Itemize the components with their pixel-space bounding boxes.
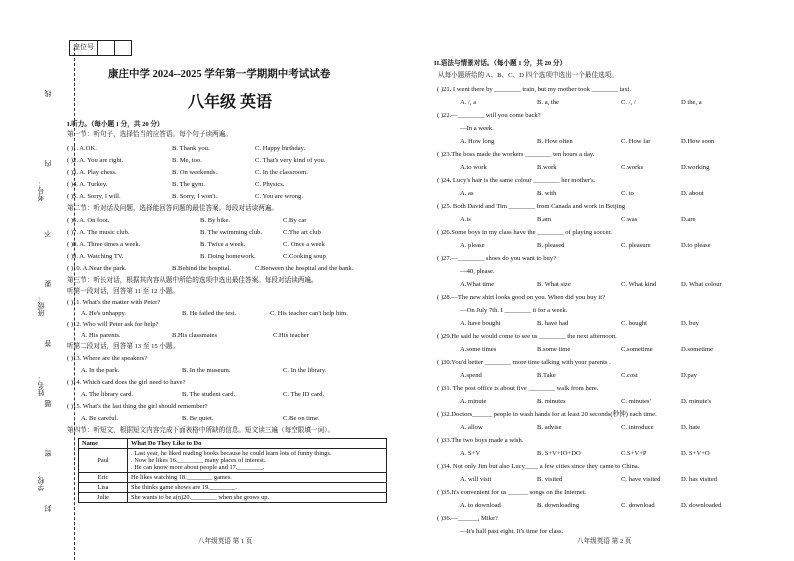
margin-char: 答 xyxy=(45,340,52,347)
table-row xyxy=(79,483,387,493)
table-line: . Now he likes 16.________ many places of interest. xyxy=(131,457,266,464)
question-29: ( )29.He said he would come to see us ________ the next afternoon. xyxy=(437,333,617,340)
question-12: ( )12. Who will Peter ask for help? xyxy=(67,321,159,328)
margin-label-school: 学校： xyxy=(38,470,45,491)
question-23: ( )23.The boss made the workers ________ ten hours a day. xyxy=(437,151,595,158)
section-instruction: 第一节：听句子，选择恰当的应答语。每个句子读两遍。 xyxy=(67,131,232,138)
option-b: B. advise xyxy=(537,424,562,431)
option-c: C.was xyxy=(621,216,638,223)
option-b: B. a, the xyxy=(537,99,559,106)
question-11: ( )11. What's the matter with Peter? xyxy=(67,299,161,306)
option-c: C. minutes' xyxy=(621,398,651,405)
margin-char: 要 xyxy=(45,280,52,287)
option-b: B. visited xyxy=(537,476,563,483)
seat-number-box xyxy=(69,40,132,56)
option-c: C. to xyxy=(621,190,634,197)
option-a: A.to work xyxy=(460,164,487,171)
question-13: ( )13. Where are the speakers? xyxy=(67,355,148,362)
option-b: B. He failed the test. xyxy=(182,310,237,317)
option-d: D. S+V+O xyxy=(681,450,710,457)
question-25: ( )25. Both David and Tim ________ from Canada and work in Beijing xyxy=(437,203,626,210)
option-c: C.cost xyxy=(621,372,638,379)
option-d: D. What colour xyxy=(681,281,722,288)
option-c: C. /, / xyxy=(621,99,636,106)
option-b: B. pleased xyxy=(537,242,565,249)
option-c: C.S+V+P xyxy=(621,450,647,457)
binding-margin xyxy=(22,20,62,545)
question-27: ( )27.—________ shoes do you want to buy? xyxy=(437,255,557,262)
question-35: ( )35.It's convenient for us ______ songs on the Internet. xyxy=(437,489,587,496)
option-d: D.pay xyxy=(681,372,697,379)
option-b: B.Take xyxy=(537,372,556,379)
option-c: C. introduce xyxy=(621,424,654,431)
question-reply: —On July 7th. I ________ it for a week. xyxy=(460,307,568,314)
option-b: B. What size xyxy=(537,281,571,288)
option-c: C. download xyxy=(621,502,655,509)
option-c: C.Cooking soup xyxy=(283,253,326,260)
margin-char: 线 xyxy=(45,90,52,97)
question-reply: —In a week. xyxy=(460,125,494,132)
question-10: ( )10. A.Near the park. xyxy=(67,265,127,272)
dialogue-instruction: 听第二段对话，回答第 13 至 15 小题。 xyxy=(67,343,180,350)
question-33: ( )33.The two boys made a wish. xyxy=(437,437,524,444)
option-b: B. S+V+IO+DO xyxy=(537,450,581,457)
option-c: C. In the classroom. xyxy=(255,169,308,176)
option-b: B. The student card. xyxy=(182,391,236,398)
margin-char: 密 xyxy=(45,450,52,457)
option-b: B. By bike. xyxy=(200,217,231,224)
table-header-name: Name xyxy=(79,439,128,449)
question-34: ( )34. Not only Jim but also Lucy____ a few cities since they came to China. xyxy=(437,463,640,470)
option-c: C.Be on time. xyxy=(283,415,320,422)
table-cell-name: Julie xyxy=(79,493,128,503)
seat-cell xyxy=(115,41,131,55)
option-b: B.Behind the hospital. xyxy=(172,265,231,272)
question-9: ( )9. A. Watching TV. xyxy=(67,253,124,260)
table-cell-name: Lisa xyxy=(79,483,128,493)
option-c: C. That's very kind of you. xyxy=(255,157,326,164)
table-row xyxy=(79,493,387,503)
fill-in-table xyxy=(78,438,387,503)
option-a: A. In the park. xyxy=(81,367,120,374)
option-b: B. Be quiet. xyxy=(182,415,214,422)
option-d: D. about xyxy=(681,190,704,197)
option-a: A. How long xyxy=(460,138,495,145)
option-d: D.are xyxy=(681,216,696,223)
margin-label-name: 姓名： xyxy=(38,375,45,396)
question-7: ( )7. A. The music club. xyxy=(67,229,130,236)
option-c: C.His teacher xyxy=(273,332,309,339)
option-b: B. with xyxy=(537,190,557,197)
option-c: C. How far xyxy=(621,138,651,145)
question-3: ( )3. A. Play chess. xyxy=(67,169,117,176)
option-c: C. Physics. xyxy=(255,181,285,188)
option-c: C.By car xyxy=(283,217,307,224)
margin-label-class: 班级： xyxy=(38,295,45,316)
section-instruction: 第四节：听短文，根据短文内容完成下面表格中所缺的信息。短文读三遍（每空限填一词）。 xyxy=(67,427,335,434)
option-b: B. On weekends. xyxy=(172,169,218,176)
option-c: C. pleasure xyxy=(621,242,651,249)
question-1: ( )1. A.OK. xyxy=(67,145,97,152)
table-header-activity: What Do They Like to Do xyxy=(128,439,387,449)
option-b: B.work xyxy=(537,164,557,171)
question-22: ( )22.—________ will you come back? xyxy=(437,112,541,119)
table-cell-text: She wants to be a(n)20.________ when she grows up. xyxy=(128,493,387,503)
option-b: B. downloading xyxy=(537,502,580,509)
question-24: ( )24. Lucy's hair is the same colour ________ her mother's. xyxy=(437,177,596,184)
option-a: A.What time xyxy=(460,281,495,288)
option-a: A. allow xyxy=(460,424,483,431)
option-b: B.some time xyxy=(537,346,571,353)
option-d: D. buy xyxy=(681,320,699,327)
question-6: ( )6. A. On foot. xyxy=(67,217,110,224)
option-b: B.His classmates xyxy=(172,332,218,339)
option-b: B. In the museum. xyxy=(182,367,231,374)
option-a: A. will visit xyxy=(460,476,492,483)
option-c: C. Once a week xyxy=(283,241,325,248)
option-c: C. You are wrong. xyxy=(255,193,303,200)
question-8: ( )8. A. Three times a week. xyxy=(67,241,141,248)
seat-cell xyxy=(98,41,115,55)
option-b: B. The gym. xyxy=(172,181,205,188)
option-d: D.to please xyxy=(681,242,711,249)
option-a: A.spend xyxy=(460,372,482,379)
question-15: ( )15. What's the last thing the girl should remember? xyxy=(67,403,208,410)
option-a: A. have bought xyxy=(460,320,501,327)
margin-label-exam-no: 考号： xyxy=(38,180,45,201)
page-footer: 八年级英语 第 2 页 xyxy=(577,538,632,545)
option-d: D.How soon xyxy=(681,138,715,145)
option-a: A. His parents. xyxy=(81,332,121,339)
margin-char: 不 xyxy=(45,230,52,237)
question-26: ( )26.Some boys in my class have the ________ of playing soccer. xyxy=(437,229,612,236)
option-a: A. The library card. xyxy=(81,391,134,398)
option-b: B. have had xyxy=(537,320,569,327)
option-b: B. Me, too. xyxy=(172,157,202,164)
table-line: . Last year, he liked reading books because he could learn lots of funny things. xyxy=(131,450,332,457)
question-28: ( )28.—The new shirt looks good on you. When did you buy it? xyxy=(437,294,605,301)
option-c: C. have visited xyxy=(621,476,661,483)
option-d: D.working xyxy=(681,164,710,171)
option-d: D.sometime xyxy=(681,346,714,353)
question-5: ( )5. A. Sorry, I will. xyxy=(67,193,121,200)
table-row xyxy=(79,473,387,483)
question-2: ( )2. A. You are right. xyxy=(67,157,124,164)
section-instruction: 第二节：听对话及问题，选择能回答问题的最佳答案。每段对话读两遍。 xyxy=(67,205,278,212)
table-line: . He can know more about people and 17.________. xyxy=(131,464,265,471)
option-c: C.The art club xyxy=(283,229,321,236)
exam-subtitle: 八年级 英语 xyxy=(188,94,273,111)
option-d: D. hate xyxy=(681,424,701,431)
option-c: C.Between the hospital and the bank. xyxy=(255,265,354,272)
question-32: ( )32.Doctors______ people to wash hands for at least 20 seconds(秒钟) each time. xyxy=(437,411,657,418)
option-a: A.some times xyxy=(460,346,497,353)
option-b: B. Twice a week. xyxy=(200,241,246,248)
table-cell-name: Paul xyxy=(79,449,128,473)
option-c: C. In the library. xyxy=(283,367,327,374)
option-d: D the, a xyxy=(681,99,702,106)
option-c: C.sometime xyxy=(621,346,653,353)
table-cell-text: She thinks game shows are 19.________. xyxy=(128,483,387,493)
question-reply: —40, please. xyxy=(460,268,495,275)
option-a: A. to download xyxy=(460,502,501,509)
option-b: B.am xyxy=(537,216,552,223)
option-c: C. bought xyxy=(621,320,648,327)
section-heading: I.听力。（每小题 1 分，共 20 分） xyxy=(67,121,164,128)
question-21: ( )21. I went there by ________ train, but my mother took ________ taxi. xyxy=(437,86,632,93)
option-a: A. please xyxy=(460,242,485,249)
option-c: C. Happy birthday. xyxy=(255,145,306,152)
option-b: B. Sorry, I won't. xyxy=(172,193,218,200)
question-30: ( )30.You'd better ________ more time talking with your parents . xyxy=(437,359,611,366)
margin-char: 题 xyxy=(45,400,52,407)
margin-char: 内 xyxy=(45,160,52,167)
option-c: C. The ID card. xyxy=(283,391,325,398)
option-b: B. minutes xyxy=(537,398,566,405)
table-cell-text xyxy=(128,449,387,473)
option-a: A. /, a xyxy=(460,99,477,106)
section-heading: II.语法与情景对话。（每小题 1 分，共 20 分） xyxy=(434,60,567,67)
option-b: B. Doing homework. xyxy=(200,253,256,260)
exam-title: 康庄中学 2024--2025 学年第一学期期中考试试卷 xyxy=(108,69,331,80)
table-cell-name: Eric xyxy=(79,473,128,483)
page-footer: 八年级英语 第 1 页 xyxy=(198,538,253,545)
option-d: D. has visited xyxy=(681,476,718,483)
section-instruction: 第三节：听长对话，根据其内容从题中所给的选项中选出最佳答案。每段对话读两遍。 xyxy=(67,277,318,284)
option-a: A. as xyxy=(460,190,474,197)
option-a: A. Be careful. xyxy=(81,415,118,422)
section-instruction: 从每小题所给的 A、B、C、D 四个选项中选出一个最佳选项。 xyxy=(438,72,618,79)
question-reply: —It's half past eight. It's time for class. xyxy=(460,528,564,535)
option-d: D. minute's xyxy=(681,398,712,405)
option-b: B. Thank you. xyxy=(172,145,210,152)
question-36: ( )36.—______, Mike? xyxy=(437,515,498,522)
seat-label: 座位号 xyxy=(70,41,98,55)
option-c: C. What kind xyxy=(621,281,657,288)
option-a: A. He's unhappy. xyxy=(81,310,127,317)
question-4: ( )4. A. Turkey. xyxy=(67,181,108,188)
option-b: B. The swimming club. xyxy=(200,229,262,236)
option-a: A. minute xyxy=(460,398,487,405)
option-a: A.is xyxy=(460,216,471,223)
table-cell-text: He likes watching 18.________ games. xyxy=(128,473,387,483)
option-c: C.works xyxy=(621,164,644,171)
option-a: A. S+V xyxy=(460,450,481,457)
option-c: C. His teacher can't help him. xyxy=(270,310,348,317)
question-14: ( )14. Which card does the girl need to have? xyxy=(67,379,186,386)
question-31: ( )31. The post office is about five ________ walk from here. xyxy=(437,385,599,392)
option-d: D. downloaded xyxy=(681,502,722,509)
dialogue-instruction: 听第一段对话，回答第 11 至 12 小题。 xyxy=(67,288,179,295)
margin-char: 封 xyxy=(45,505,52,512)
option-b: B. How often xyxy=(537,138,573,145)
table-row xyxy=(79,449,387,473)
